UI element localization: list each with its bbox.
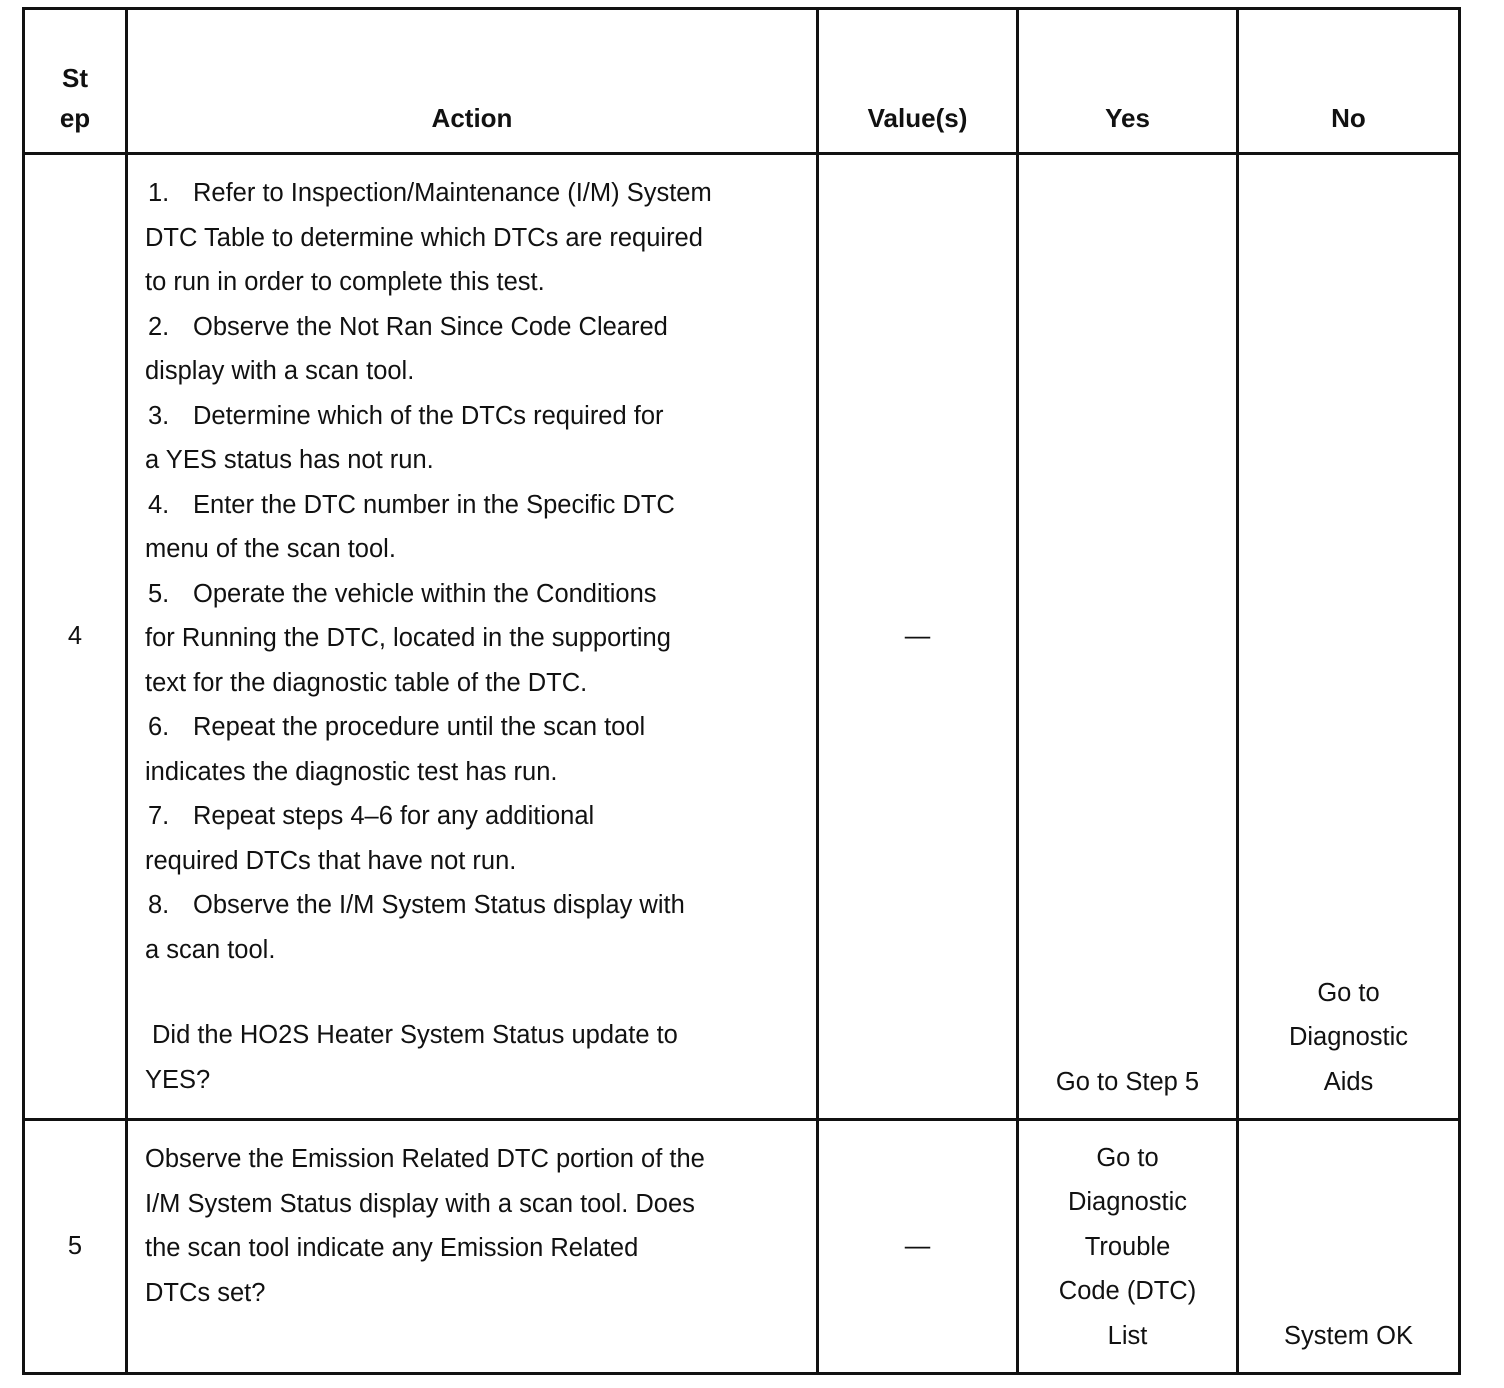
action-line: Observe the Emission Related DTC portion of the — [145, 1145, 705, 1173]
action-line: 3. Determine which of the DTCs required for — [148, 401, 664, 430]
header-step-line2: ep — [59, 103, 91, 133]
table-row-step-5 — [24, 1120, 1460, 1374]
yes-link-text: Diagnostic — [1067, 1188, 1188, 1216]
yes-link-text: Code (DTC) — [1058, 1277, 1197, 1305]
header-values: Value(s) — [818, 9, 1018, 154]
no-link-text: Diagnostic — [1288, 1023, 1409, 1051]
question-line: Did the HO2S Heater System Status update to — [152, 1021, 678, 1049]
yes-cell — [1018, 1120, 1238, 1374]
no-link-text: Aids — [1323, 1067, 1374, 1096]
action-line: the scan tool indicate any Emission Related — [145, 1234, 639, 1262]
header-action: Action — [127, 9, 818, 154]
spacer — [145, 972, 816, 1013]
action-line: 4. Enter the DTC number in the Specific DTC — [148, 490, 675, 519]
action-line: 5. Operate the vehicle within the Conditions — [148, 579, 657, 608]
step-number: 5 — [24, 1120, 127, 1374]
action-line: a YES status has not run. — [145, 446, 434, 474]
diagnostic-table — [22, 7, 1461, 1375]
yes-link-text: Trouble — [1084, 1232, 1171, 1261]
action-line: 2. Observe the Not Ran Since Code Cleared — [148, 312, 668, 341]
action-line: 1. Refer to Inspection/Maintenance (I/M) System — [148, 179, 712, 207]
action-line: display with a scan tool. — [145, 357, 415, 385]
no-link-text: Go to — [1317, 978, 1380, 1007]
header-step — [24, 9, 127, 154]
action-line: to run in order to complete this test. — [145, 268, 545, 296]
action-line: required DTCs that have not run. — [145, 846, 517, 875]
action-line: 8. Observe the I/M System Status display with — [148, 891, 685, 919]
yes-cell — [1018, 154, 1238, 1120]
table-row-step-4 — [24, 154, 1460, 1120]
action-line: I/M System Status display with a scan tool. Does — [145, 1189, 695, 1218]
action-line: 6. Repeat the procedure until the scan tool — [148, 713, 646, 741]
action-line: menu of the scan tool. — [145, 535, 396, 563]
no-cell — [1238, 1120, 1460, 1374]
no-cell — [1238, 154, 1460, 1120]
action-line: text for the diagnostic table of the DTC. — [145, 668, 588, 697]
yes-link-text: Go to — [1096, 1143, 1159, 1172]
action-line: DTCs set? — [145, 1278, 266, 1307]
header-no: No — [1238, 9, 1460, 154]
action-cell — [127, 154, 818, 1120]
yes-link-text: Go to Step 5 — [1055, 1067, 1200, 1096]
value-cell: — — [818, 154, 1018, 1120]
value-cell: — — [818, 1120, 1018, 1374]
step-number: 4 — [24, 154, 127, 1120]
yes-link-text: List — [1107, 1321, 1148, 1350]
no-link-text: System OK — [1284, 1321, 1413, 1350]
action-line: indicates the diagnostic test has run. — [145, 757, 558, 786]
action-cell — [127, 1120, 818, 1374]
action-line: 7. Repeat steps 4–6 for any additional — [148, 802, 595, 830]
header-step-line1: St — [62, 63, 88, 93]
header-row — [24, 9, 1460, 154]
question-line: YES? — [145, 1065, 211, 1094]
header-yes: Yes — [1018, 9, 1238, 154]
action-line: a scan tool. — [145, 935, 276, 964]
action-line: DTC Table to determine which DTCs are required — [145, 223, 703, 252]
action-line: for Running the DTC, located in the supporting — [145, 624, 671, 652]
